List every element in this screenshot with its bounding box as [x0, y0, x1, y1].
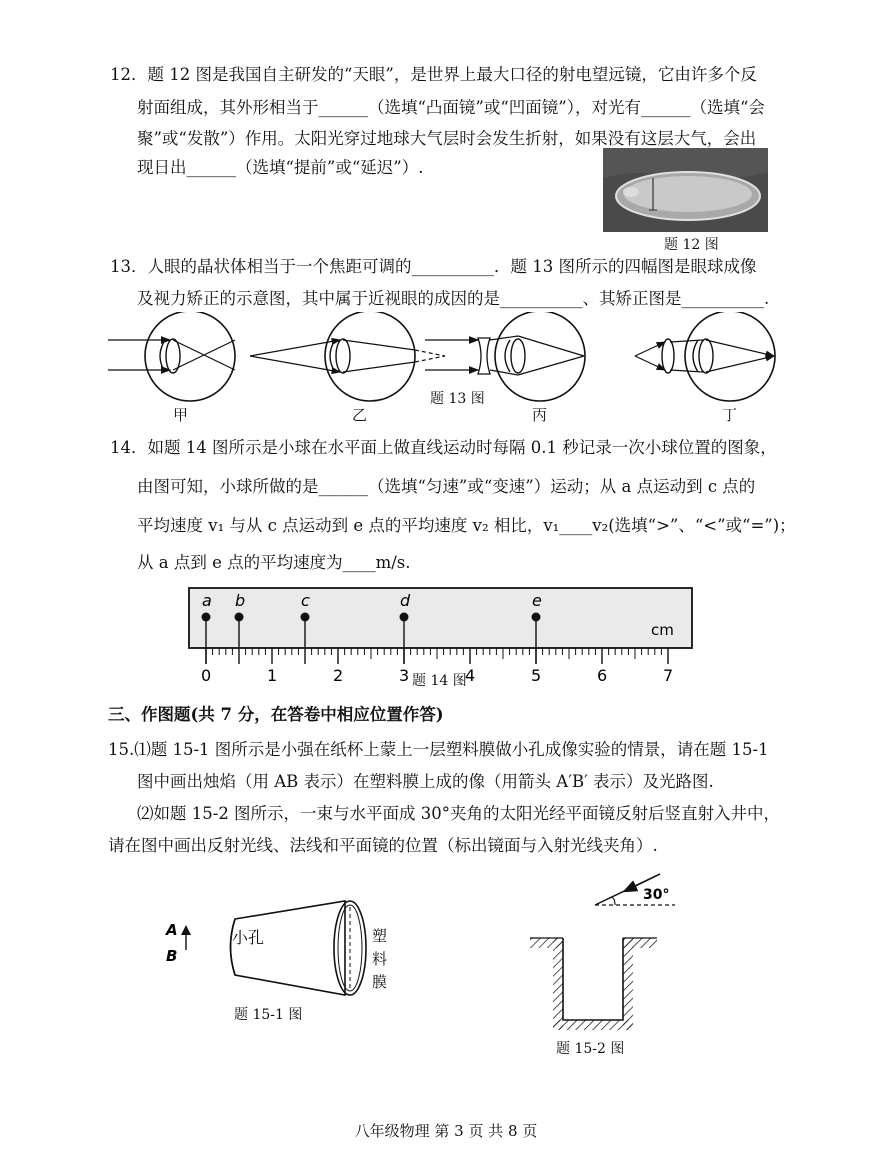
label-bing: 丙 [532, 406, 548, 424]
ruler-body [189, 588, 692, 648]
q14-line-2: 由图可知，小球所做的是______（选填“匀速”或“变速”）运动；从 a 点运动到 c 点的 [137, 477, 756, 496]
ruler-tick-label: 7 [663, 666, 674, 685]
ball-label-e: e [532, 591, 542, 610]
section3-title: 三、作图题(共 7 分，在答卷中相应位置作答) [108, 705, 444, 724]
film-label-3: 膜 [372, 973, 388, 991]
ruler-tick-label: 3 [399, 666, 410, 685]
q13-line-1: 13．人眼的晶状体相当于一个焦距可调的__________．题 13 图所示的四幅图是眼球成像 [110, 257, 757, 276]
angle-label: 30° [643, 887, 670, 903]
q15-line-1: 15.⑴题 15-1 图所示是小强在纸杯上蒙上一层塑料膜做小孔成像实验的情景，请在题 15-1 [108, 740, 769, 759]
fig15-1-caption: 题 15-1 图 [234, 1007, 303, 1023]
q12-line-3: 聚”或“发散”）作用。太阳光穿过地球大气层时会发生折射，如果没有这层大气，会出 [137, 129, 757, 148]
ruler-tick-label: 5 [531, 666, 542, 685]
page-footer: 八年级物理 第 3 页 共 8 页 [354, 1122, 538, 1140]
q15-line-2: 图中画出烛焰（用 AB 表示）在塑料膜上成的像（用箭头 A′B′ 表示）及光路图. [137, 772, 714, 791]
ruler-tick-label: 6 [597, 666, 608, 685]
ball-label-b: b [235, 591, 246, 610]
label-yi: 乙 [352, 406, 368, 424]
film-label-2: 料 [372, 950, 388, 968]
film-label-1: 塑 [372, 927, 388, 945]
ruler-tick-label: 1 [267, 666, 278, 685]
eye-yi [250, 312, 445, 401]
q15-line-3: ⑵如题 15-2 图所示，一束与水平面成 30°夹角的太阳光经平面镜反射后竖直射入井中， [137, 804, 781, 823]
eye-jia [108, 312, 235, 401]
ball-label-c: c [301, 591, 310, 610]
q13-line-2: 及视力矫正的示意图，其中属于近视眼的成因的是__________、其矫正图是__________. [137, 289, 770, 308]
fig15-1 [160, 895, 400, 1000]
tianyan-photo [603, 148, 768, 232]
ball-label-d: d [400, 591, 411, 610]
ruler-tick-label: 2 [333, 666, 344, 685]
label-ding: 丁 [722, 406, 738, 424]
q14-line-1: 14．如题 14 图所示是小球在水平面上做直线运动时每隔 0.1 秒记录一次小球位置的图象， [110, 438, 777, 457]
label-jia: 甲 [173, 406, 189, 424]
label-B: B [166, 947, 178, 965]
q15-line-4: 请在图中画出反射光线、法线和平面镜的位置（标出镜面与入射光线夹角）. [108, 836, 658, 855]
q12-caption: 题 12 图 [664, 237, 719, 253]
eye-ding [635, 312, 775, 401]
ruler-tick-label: 0 [201, 666, 212, 685]
q14-line-4: 从 a 点到 e 点的平均速度为____m/s. [137, 553, 411, 572]
q13-caption: 题 13 图 [430, 391, 485, 407]
fig15-2-caption: 题 15-2 图 [556, 1041, 625, 1057]
q12-line-1: 12．题 12 图是我国自主研发的“天眼”，是世界上最大口径的射电望远镜，它由许多个反 [110, 65, 757, 84]
q14-caption: 题 14 图 [412, 673, 467, 689]
label-A: A [166, 921, 178, 939]
fig15-2 [525, 868, 695, 1038]
hole-label: 小孔 [232, 928, 265, 947]
q14-line-3: 平均速度 v₁ 与从 c 点运动到 e 点的平均速度 v₂ 相比，v₁____v₂(选填“>”、“<”或“=”)； [137, 516, 796, 535]
ruler-tick-label: 4 [465, 666, 476, 685]
ball-label-a: a [202, 591, 212, 610]
ruler-unit: cm [651, 621, 674, 639]
q12-line-4: 现日出______（选填“提前”或“延迟”）. [137, 158, 424, 177]
q12-line-2: 射面组成，其外形相当于______（选填“凸面镜”或“凹面镜”），对光有______（选填“会 [137, 98, 765, 117]
